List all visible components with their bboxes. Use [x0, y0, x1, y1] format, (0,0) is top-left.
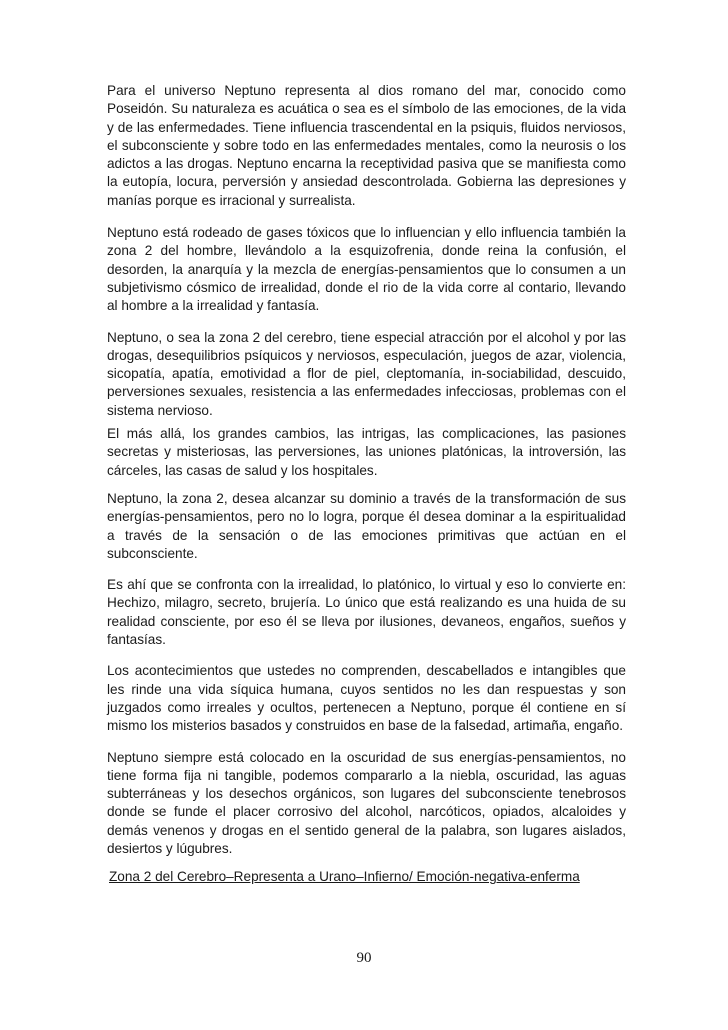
paragraph-5: Neptuno, la zona 2, desea alcanzar su dominio a través de la transformación de sus energías-pensamientos, pero no lo logra, porque él desea dominar a la espiritualidad a través de la sensación o de las emociones primitivas que actúan en el subconsciente. [107, 490, 626, 561]
footer-caption: Zona 2 del Cerebro–Representa a Urano–Infierno/ Emoción-negativa-enferma [109, 869, 580, 885]
paragraph-6: Es ahí que se confronta con la irrealidad, lo platónico, lo virtual y eso lo convierte en: Hechizo, milagro, secreto, brujería. Lo único que está realizando es una huida de su realidad consciente, por eso él se lleva por ilusiones, devaneos, engaños, sueños y fantasías. [107, 577, 626, 648]
paragraph-2: Neptuno está rodeado de gases tóxicos que lo influencian y ello influencia también la zona 2 del hombre, llevándolo a la esquizofrenia, donde reina la confusión, el desorden, la anarquía y la mezcla de energías-pensamientos que lo consumen a un subjetivismo cósmico de irrealidad, donde el rio de la vida corre al contario, llevando al hombre a la irrealidad y fantasía. [107, 225, 626, 314]
paragraph-8: Neptuno siempre está colocado en la oscuridad de sus energías-pensamientos, no tiene forma fija ni tangible, podemos compararlo a la niebla, oscuridad, las aguas subterráneas y los desechos orgánicos, son lugares del subconsciente tenebrosos donde se funde el placer corrosivo del alcohol, narcóticos, opiados, alcaloides y demás venenos y drogas en el sentido general de la palabra, son lugares aislados, desiertos y lúgubres. [107, 749, 626, 856]
page-body [107, 82, 626, 886]
paragraph-3: Neptuno, o sea la zona 2 del cerebro, tiene especial atracción por el alcohol y por las drogas, desequilibrios psíquicos y nerviosos, especulación, juegos de azar, violencia, sicopatía, apatía, emotividad a flor de piel, cleptomanía, in-sociabilidad, descuido, perversiones sexuales, resistencia a las enfermedades infecciosas, problemas con el sistema nervioso. [107, 329, 626, 418]
paragraph-1: Para el universo Neptuno representa al dios romano del mar, conocido como Poseidón. Su naturaleza es acuática o sea es el símbolo de las emociones, de la vida y de las enfermedades. Tiene influencia trascendental en la psiquis, fluidos nerviosos, el subconsciente y sobre todo en las enfermedades mentales, como la neurosis o los adictos a las drogas. Neptuno encarna la receptividad pasiva que se manifiesta como la eutopía, locura, perversión y ansiedad descontrolada. Gobierna las depresiones y manías porque es irracional y surrealista. [107, 83, 626, 208]
paragraph-4: El más allá, los grandes cambios, las intrigas, las complicaciones, las pasiones secretas y misteriosas, las perversiones, las uniones platónicas, la introversión, las cárceles, las casas de salud y los hospitales. [107, 426, 626, 478]
paragraph-7: Los acontecimientos que ustedes no comprenden, descabellados e intangibles que les rinde una vida síquica humana, cuyos sentidos no les dan respuestas y son juzgados como irreales y ocultos, pertenecen a Neptuno, porque él contiene en sí mismo los misterios basados y construidos en base de la falsedad, artimaña, engaño. [107, 663, 626, 734]
page-number: 90 [356, 950, 372, 966]
